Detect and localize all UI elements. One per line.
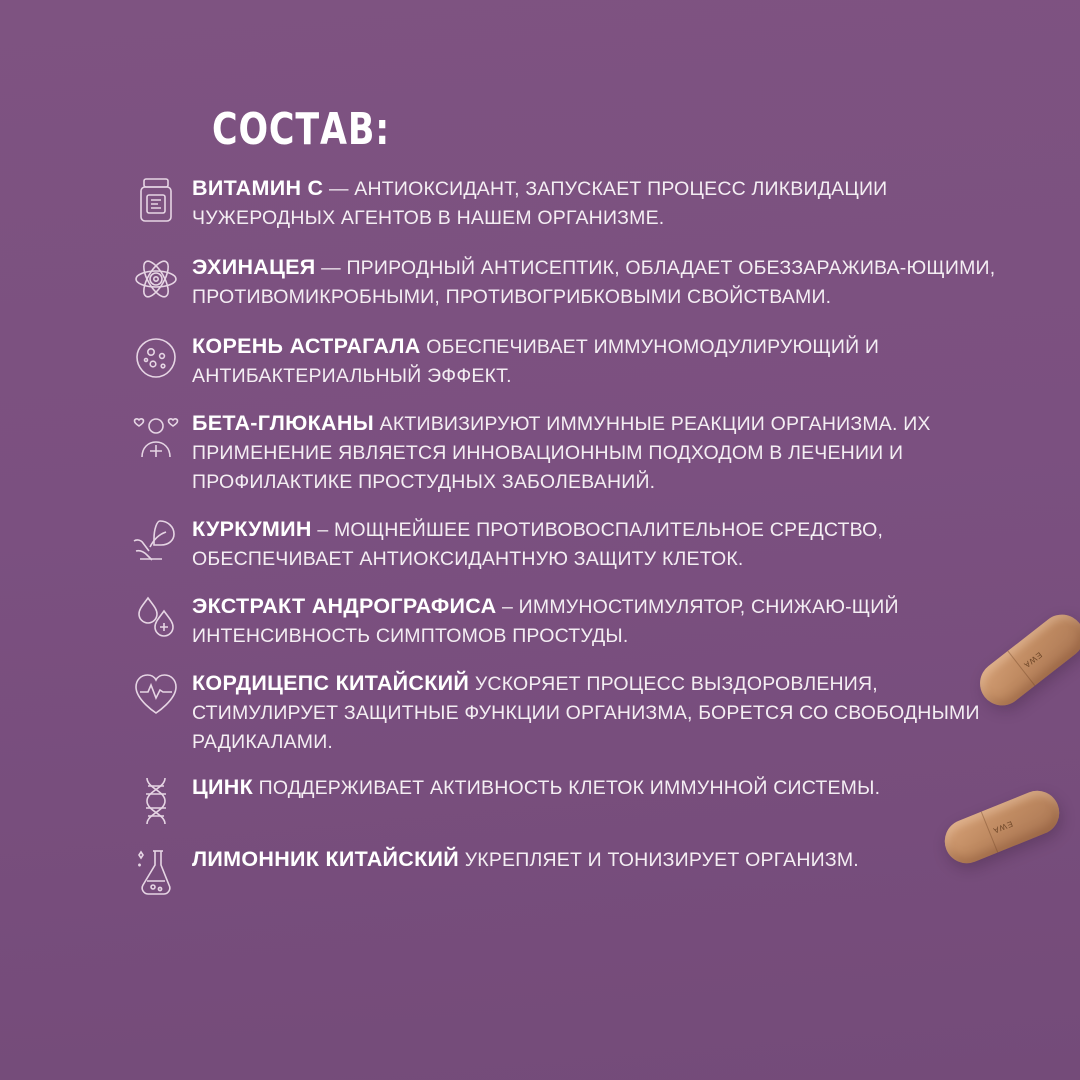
ingredient-text [192, 667, 1020, 757]
ingredient-name: БЕТА-ГЛЮКАНЫ [192, 411, 374, 435]
ingredient-text [192, 590, 1020, 651]
ingredient-name: ЦИНК [192, 775, 254, 799]
ingredient-name: КОРДИЦЕПС КИТАЙСКИЙ [192, 671, 470, 695]
ingredient-description: УКРЕПЛЯЕТ И ТОНИЗИРУЕТ ОРГАНИЗМ. [459, 849, 859, 871]
ingredient-name: ЭКСТРАКТ АНДРОГРАФИСА [192, 594, 497, 618]
ingredient-description: ПОДДЕРЖИВАЕТ АКТИВНОСТЬ КЛЕТОК ИММУННОЙ СИСТЕМЫ. [253, 777, 881, 799]
ingredients-list [120, 172, 1020, 909]
list-item [120, 407, 1020, 497]
capsule-label: EWA [1020, 650, 1044, 670]
person-health-icon [120, 407, 192, 463]
ingredient-text [192, 843, 1020, 875]
list-item [120, 843, 1020, 895]
ingredient-text [192, 251, 1020, 312]
ingredient-description: ОБЕСПЕЧИВАЕТ ИММУНОМОДУЛИРУЮЩИЙ И АНТИБАКТЕРИАЛЬНЫЙ ЭФФЕКТ. [192, 336, 880, 387]
list-item [120, 251, 1020, 312]
ingredient-description: – ИММУНОСТИМУЛЯТОР, СНИЖАЮ-ЩИЙ ИНТЕНСИВНОСТЬ СИМПТОМОВ ПРОСТУДЫ. [192, 596, 899, 647]
heart-pulse-icon [120, 667, 192, 717]
ingredient-text [192, 513, 1020, 574]
ingredient-name: КУРКУМИН [192, 517, 312, 541]
page-title: СОСТАВ: [212, 104, 391, 155]
ingredient-name: ЭХИНАЦЕЯ [192, 255, 316, 279]
list-item [120, 172, 1020, 233]
list-item [120, 667, 1020, 757]
hand-leaf-icon [120, 513, 192, 563]
ingredient-name: ЛИМОННИК КИТАЙСКИЙ [192, 847, 460, 871]
flask-lab-icon [120, 843, 192, 895]
cell-bacteria-icon [120, 330, 192, 382]
list-item [120, 513, 1020, 574]
drops-plus-icon [120, 590, 192, 642]
ingredient-description: УСКОРЯЕТ ПРОЦЕСС ВЫЗДОРОВЛЕНИЯ, СТИМУЛИРУЕТ ЗАЩИТНЫЕ ФУНКЦИИ ОРГАНИЗМА, БОРЕТСЯ СО СВОБОДНЫМИ РАДИКАЛАМИ. [192, 673, 980, 753]
capsule-label: EWA [990, 818, 1014, 836]
list-item [120, 330, 1020, 391]
ingredient-description: АКТИВИЗИРУЮТ ИММУННЫЕ РЕАКЦИИ ОРГАНИЗМА. ИХ ПРИМЕНЕНИЕ ЯВЛЯЕТСЯ ИННОВАЦИОННЫМ ПОДХОДОМ В ЛЕЧЕНИИ И ПРОФИЛАКТИКЕ ПРОСТУДНЫХ ЗАБОЛЕВАНИЙ. [192, 413, 931, 493]
ingredient-description: – МОЩНЕЙШЕЕ ПРОТИВОВОСПАЛИТЕЛЬНОЕ СРЕДСТВО, ОБЕСПЕЧИВАЕТ АНТИОКСИДАНТНУЮ ЗАЩИТУ КЛЕТОК. [192, 519, 884, 570]
list-item [120, 771, 1020, 827]
ingredient-text [192, 330, 1020, 391]
ingredient-name: ВИТАМИН С [192, 176, 324, 200]
supplement-jar-icon [120, 172, 192, 224]
ingredient-text [192, 771, 1020, 803]
ingredient-description: — АНТИОКСИДАНТ, ЗАПУСКАЕТ ПРОЦЕСС ЛИКВИДАЦИИ ЧУЖЕРОДНЫХ АГЕНТОВ В НАШЕМ ОРГАНИЗМЕ. [192, 178, 888, 229]
molecule-atom-icon [120, 251, 192, 303]
ingredient-text [192, 407, 1020, 497]
ingredient-name: КОРЕНЬ АСТРАГАЛА [192, 334, 421, 358]
ingredient-description: — ПРИРОДНЫЙ АНТИСЕПТИК, ОБЛАДАЕТ ОБЕЗЗАРАЖИВА-ЮЩИМИ, ПРОТИВОМИКРОБНЫМИ, ПРОТИВОГРИБКОВЫМИ СВОЙСТВАМИ. [192, 257, 996, 308]
ingredient-text [192, 172, 1020, 233]
dna-helix-icon [120, 771, 192, 827]
list-item [120, 590, 1020, 651]
